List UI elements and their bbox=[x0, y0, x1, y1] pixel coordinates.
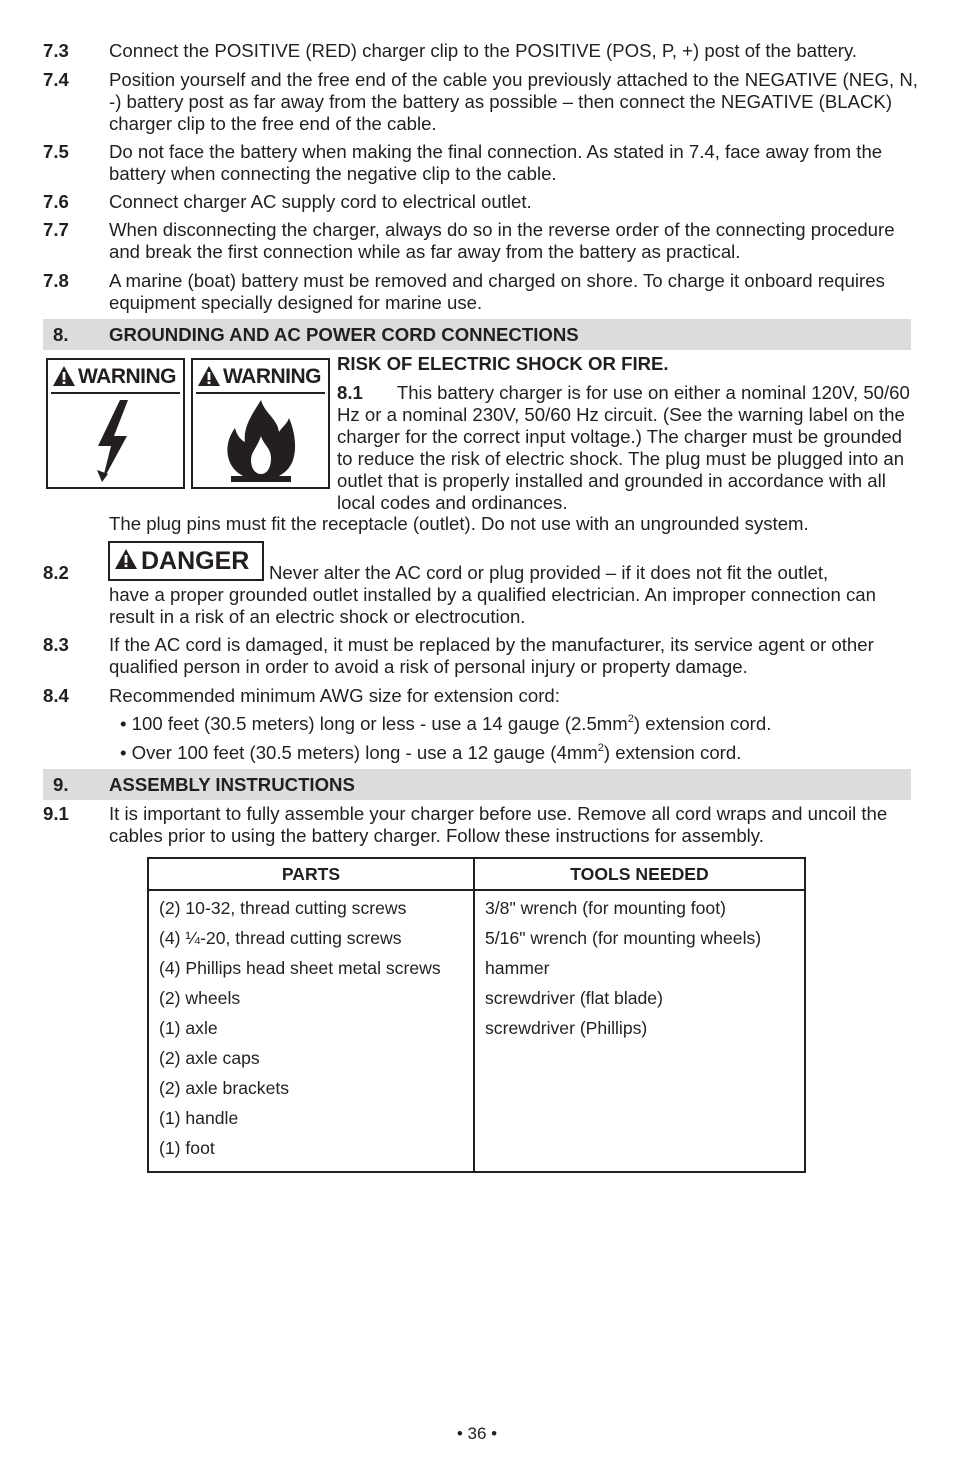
step-number: 8.1 bbox=[337, 382, 363, 403]
warning-header bbox=[51, 362, 180, 394]
step-number: 7.6 bbox=[43, 191, 69, 212]
tools-column bbox=[474, 890, 805, 1172]
warning-label: WARNING bbox=[78, 365, 176, 388]
step-text: A marine (boat) battery must be removed and charged on shore. To charge it onboard requires equipment specially designed for marine use. bbox=[109, 270, 885, 313]
step-number: 7.3 bbox=[43, 40, 69, 61]
alert-triangle-icon bbox=[52, 365, 76, 387]
warning-label: WARNING bbox=[223, 365, 321, 388]
risk-heading: RISK OF ELECTRIC SHOCK OR FIRE. bbox=[337, 353, 669, 374]
step-text: Connect the POSITIVE (RED) charger clip to the POSITIVE (POS, P, +) post of the battery. bbox=[109, 40, 858, 61]
step-number: 8.3 bbox=[43, 634, 69, 655]
table-row bbox=[148, 890, 805, 1172]
parts-column bbox=[148, 890, 474, 1172]
step-text: This battery charger is for use on either a nominal 120V, 50/60 Hz or a nominal 230V, 50/60 Hz circuit. (See the warning label on the charger for the correct input voltage.) The charger must be grounded to reduce the risk of electric shock. The plug must be plugged into an outlet that is properly installed and grounded in accordance with all local codes and ordinances. bbox=[337, 382, 910, 513]
list-item: hammer bbox=[485, 958, 550, 978]
list-item: (2) axle caps bbox=[159, 1048, 260, 1068]
step-number: 9.1 bbox=[43, 803, 69, 824]
step-text: Position yourself and the free end of the cable you previously attached to the NEGATIVE (NEG, N, -) battery post as far away from the battery as possible – then connect the NEGATIVE (BLACK) charger clip to the free end of the cable. bbox=[109, 69, 918, 134]
table-header-row bbox=[148, 858, 805, 890]
list-item: 5/16" wrench (for mounting wheels) bbox=[485, 928, 762, 948]
list-item: (4) Phillips head sheet metal screws bbox=[159, 958, 441, 978]
list-item: (2) wheels bbox=[159, 988, 241, 1008]
step-text: When disconnecting the charger, always do so in the reverse order of the connecting procedure and break the first connection while as far away from the battery as practical. bbox=[109, 219, 895, 262]
fire-icon bbox=[193, 396, 328, 487]
table-header-tools: TOOLS NEEDED bbox=[474, 858, 805, 890]
section-number: 9. bbox=[53, 774, 69, 795]
list-item: 3/8" wrench (for mounting foot) bbox=[485, 898, 726, 918]
extension-cord-bullet-1 bbox=[120, 713, 771, 735]
parts-tools-table bbox=[147, 857, 806, 1173]
danger-label: DANGER bbox=[141, 547, 250, 575]
step-number: 7.8 bbox=[43, 270, 69, 291]
section-8-1-continuation: The plug pins must fit the receptacle (outlet). Do not use with an ungrounded system. bbox=[109, 513, 809, 534]
alert-triangle-icon bbox=[197, 365, 221, 387]
step-number: 7.5 bbox=[43, 141, 69, 162]
section-8-2-text: have a proper grounded outlet installed by a qualified electrician. An improper connection can result in a risk of an electric shock or electrocution. bbox=[109, 584, 876, 627]
step-number: 8.4 bbox=[43, 685, 69, 706]
list-item: (1) axle bbox=[159, 1018, 218, 1038]
step-number-8-2: 8.2 bbox=[43, 562, 69, 583]
warning-fire-box bbox=[191, 358, 330, 489]
list-item: screwdriver (Phillips) bbox=[485, 1018, 648, 1038]
list-item: screwdriver (flat blade) bbox=[485, 988, 663, 1008]
page-number: • 36 • bbox=[456, 1424, 498, 1443]
list-item: (1) foot bbox=[159, 1138, 215, 1158]
step-number: 7.4 bbox=[43, 69, 69, 90]
bullet-text: • 100 feet (30.5 meters) long or less - use a 14 gauge (2.5mm bbox=[120, 713, 628, 734]
section-title: ASSEMBLY INSTRUCTIONS bbox=[109, 774, 355, 795]
bullet-text: ) extension cord. bbox=[633, 713, 772, 734]
superscript: 2 bbox=[627, 712, 634, 725]
bullet-text: ) extension cord. bbox=[603, 742, 742, 763]
list-item: (2) axle brackets bbox=[159, 1078, 290, 1098]
list-item: (1) handle bbox=[159, 1108, 239, 1128]
section-8-1 bbox=[337, 382, 917, 514]
step-text: If the AC cord is damaged, it must be replaced by the manufacturer, its service agent or other qualified person in order to avoid a risk of personal injury or property damage. bbox=[109, 634, 874, 677]
warning-shock-box bbox=[46, 358, 185, 489]
warning-header bbox=[196, 362, 325, 394]
danger-label-box bbox=[108, 541, 264, 581]
step-number: 7.7 bbox=[43, 219, 69, 240]
bullet-text: • Over 100 feet (30.5 meters) long - use a 12 gauge (4mm bbox=[120, 742, 598, 763]
step-text: It is important to fully assemble your charger before use. Remove all cord wraps and uncoil the cables prior to using the battery charger. Follow these instructions for assembly. bbox=[109, 803, 888, 846]
step-text: Do not face the battery when making the final connection. As stated in 7.4, face away from the battery when connecting the negative clip to the cable. bbox=[109, 141, 883, 184]
section-number: 8. bbox=[53, 324, 69, 345]
section-9-heading bbox=[43, 769, 911, 800]
step-text: Connect charger AC supply cord to electrical outlet. bbox=[109, 191, 532, 212]
section-8-heading bbox=[43, 319, 911, 350]
section-title: GROUNDING AND AC POWER CORD CONNECTIONS bbox=[109, 324, 579, 345]
list-item: (2) 10-32, thread cutting screws bbox=[159, 898, 407, 918]
list-item: (4) ¼-20, thread cutting screws bbox=[159, 928, 402, 948]
table-header-parts: PARTS bbox=[148, 858, 474, 890]
electric-shock-icon bbox=[48, 396, 183, 487]
alert-triangle-icon bbox=[114, 548, 138, 570]
section-8-2-first-line: Never alter the AC cord or plug provided – if it does not fit the outlet, bbox=[269, 562, 829, 583]
step-text: Recommended minimum AWG size for extension cord: bbox=[109, 685, 560, 706]
superscript: 2 bbox=[597, 741, 604, 754]
extension-cord-bullet-2 bbox=[120, 742, 741, 764]
